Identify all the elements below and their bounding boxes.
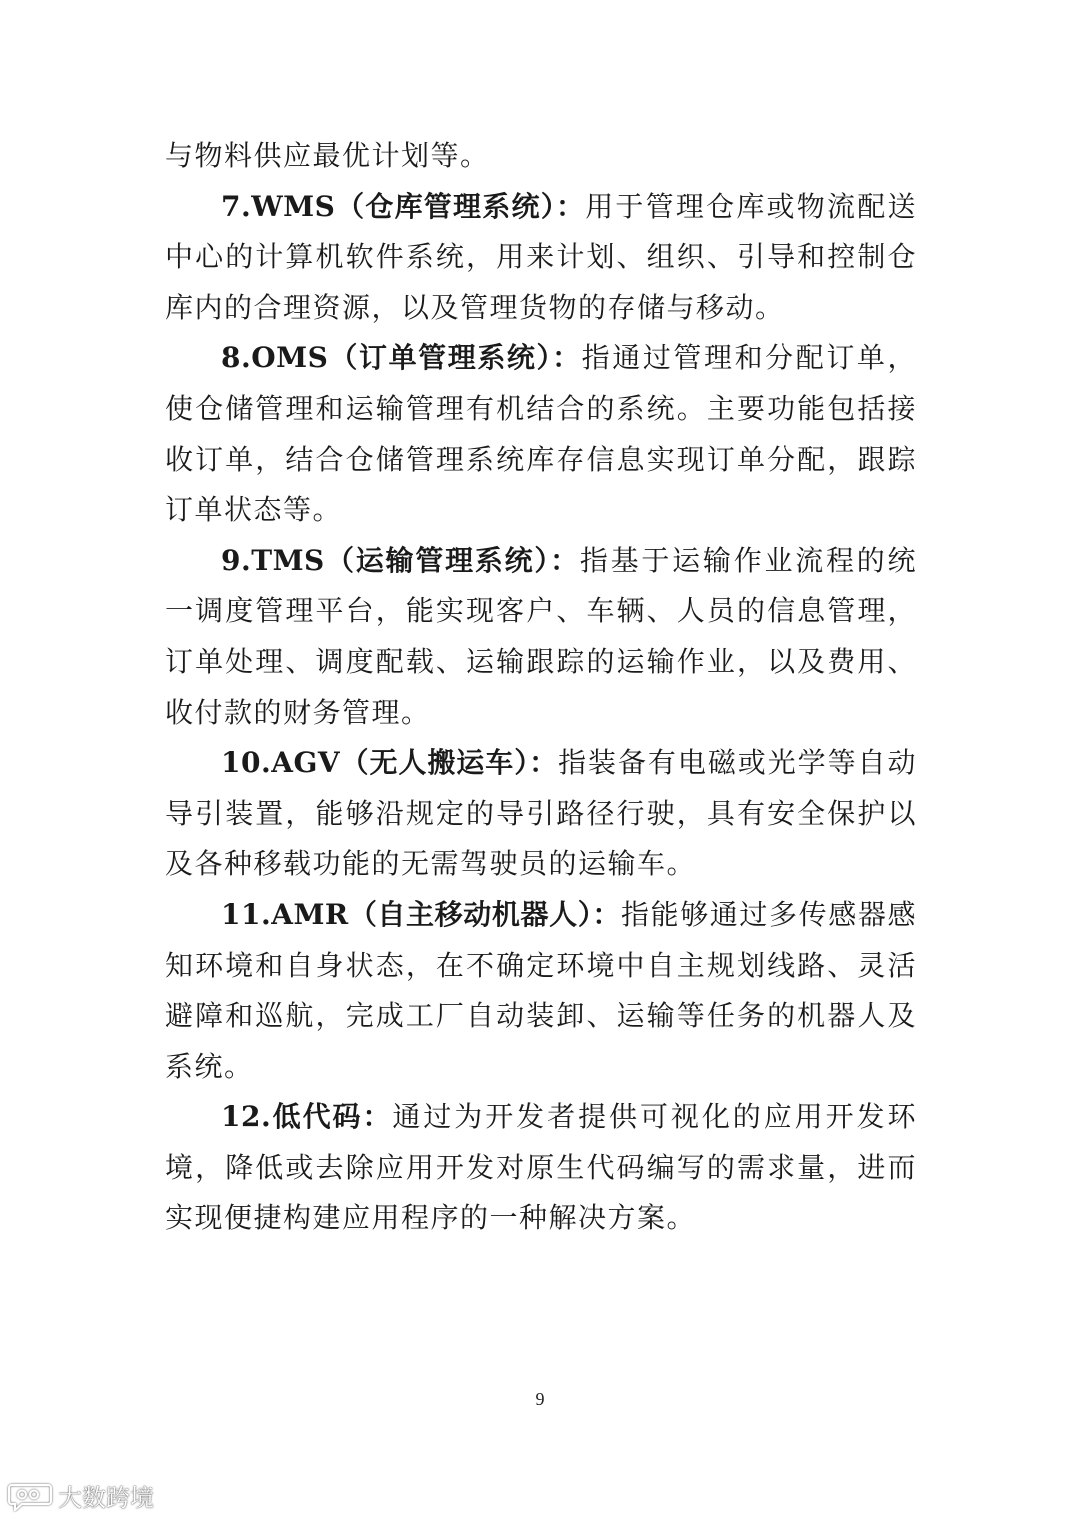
watermark-text: 大数跨境 — [58, 1484, 154, 1512]
definition-item-tms — [165, 536, 917, 738]
definition-item-low-code — [165, 1092, 917, 1244]
intro-continuation: 与物料供应最优计划等。 — [165, 139, 490, 172]
term-heading: 11.AMR（自主移动机器人）： — [221, 897, 621, 931]
definition-item-agv — [165, 738, 917, 890]
definition-item-wms — [165, 182, 917, 334]
term-definition: 指能够通过多传感器感知环境和自身状态，在不确定环境中自主规划线路、灵活避障和巡航，完成工厂自动装卸、运输等任务的机器人及系统。 — [165, 897, 917, 1083]
term-definition: 指装备有电磁或光学等自动导引装置，能够沿规定的导引路径行驶，具有安全保护以及各种移载功能的无需驾驶员的运输车。 — [165, 746, 917, 881]
term-heading: 12.低代码： — [221, 1100, 393, 1134]
term-definition: 指基于运输作业流程的统一调度管理平台，能实现客户、车辆、人员的信息管理，订单处理、调度配载、运输跟踪的运输作业，以及费用、收付款的财务管理。 — [165, 543, 917, 729]
page-number: 9 — [535, 1389, 545, 1409]
body-text — [165, 131, 917, 1244]
watermark — [8, 1478, 154, 1513]
term-definition: 指通过管理和分配订单，使仓储管理和运输管理有机结合的系统。主要功能包括接收订单，结合仓储管理系统库存信息实现订单分配，跟踪订单状态等。 — [165, 341, 917, 527]
definition-item-amr — [165, 890, 917, 1092]
term-heading: 10.AGV（无人搬运车）： — [221, 746, 559, 780]
chat-bubble-logo-icon — [8, 1481, 52, 1511]
term-definition: 用于管理仓库或物流配送中心的计算机软件系统，用来计划、组织、引导和控制仓库内的合理资源，以及管理货物的存储与移动。 — [165, 189, 917, 324]
term-heading: 9.TMS（运输管理系统）： — [221, 543, 580, 577]
term-definition: 通过为开发者提供可视化的应用开发环境，降低或去除应用开发对原生代码编写的需求量，进而实现便捷构建应用程序的一种解决方案。 — [165, 1100, 917, 1235]
definition-item-oms — [165, 333, 917, 535]
term-heading: 8.OMS（订单管理系统）： — [221, 341, 582, 375]
term-heading: 7.WMS（仓库管理系统）： — [221, 189, 586, 223]
